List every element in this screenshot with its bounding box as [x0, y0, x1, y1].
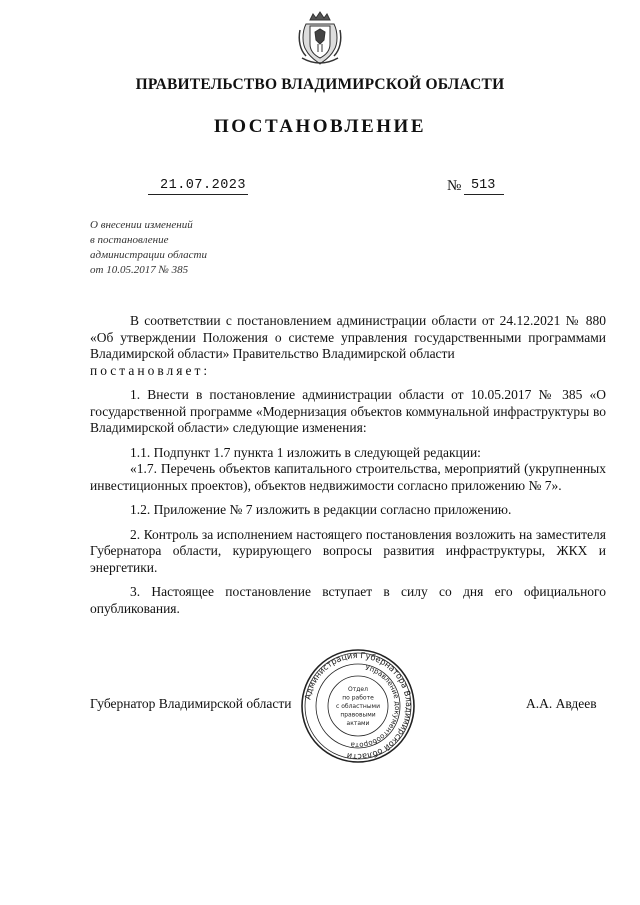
document-body — [90, 313, 606, 617]
item-1: 1. Внести в постановление администрации области от 10.05.2017 № 385 «О государственной программе «Модернизация объектов коммунальной инфраструктуры во Владимирской области» следующие изменения: — [90, 387, 606, 435]
item-1-2: 1.2. Приложение № 7 изложить в редакции согласно приложению. — [130, 502, 512, 517]
stamp-inner-ring-text: Управление документооборота — [349, 663, 402, 750]
coat-of-arms-emblem — [296, 10, 344, 66]
signatory-position: Губернатор Владимирской области — [90, 696, 292, 711]
stamp-center-line: Отдел — [348, 686, 368, 694]
subject-line: администрации области — [90, 249, 207, 261]
stamp-outer-text: Администрация Губернатора Владимирской области — [302, 649, 415, 763]
signatory-name: А.А. Авдеев — [526, 696, 597, 711]
stamp-center-line: с областными — [336, 703, 380, 710]
stamp-center-line: правовыми — [340, 711, 376, 719]
decree-word: постановляет: — [90, 362, 211, 378]
number-label: № — [447, 178, 462, 194]
stamp-center-line: по работе — [342, 694, 374, 702]
subject-line: в постановление — [90, 234, 169, 246]
document-number: 513 — [471, 178, 496, 193]
official-stamp — [300, 648, 416, 764]
preamble-paragraph: В соответствии с постановлением администрации области от 24.12.2021 № 880 «Об утверждении Положения о системе управления государственными программами Владимирской области» Правительство Владимирской области — [90, 313, 606, 361]
subject-line: от 10.05.2017 № 385 — [90, 264, 189, 276]
date-underline — [148, 194, 248, 195]
item-1-1-quote: «1.7. Перечень объектов капитального строительства, мероприятий (укрупненных инвестиционных проектов), объектов недвижимости согласно приложению № 7». — [90, 461, 606, 493]
document-subject — [90, 218, 270, 278]
stamp-center-line: актами — [346, 719, 370, 727]
document-type: ПОСТАНОВЛЕНИЕ — [213, 116, 427, 137]
item-1-1: 1.1. Подпункт 1.7 пункта 1 изложить в следующей редакции: — [130, 444, 481, 460]
document-date: 21.07.2023 — [160, 178, 247, 193]
organization-title: ПРАВИТЕЛЬСТВО ВЛАДИМИРСКОЙ ОБЛАСТИ — [135, 76, 505, 93]
number-underline — [464, 194, 504, 195]
item-2: 2. Контроль за исполнением настоящего постановления возложить на заместителя Губернатора области, курирующего вопросы развития инфраструктуры, ЖКХ и энергетики. — [90, 526, 606, 575]
item-3: 3. Настоящее постановление вступает в силу со дня его официального опубликования. — [90, 584, 606, 616]
subject-line: О внесении изменений — [90, 219, 193, 231]
